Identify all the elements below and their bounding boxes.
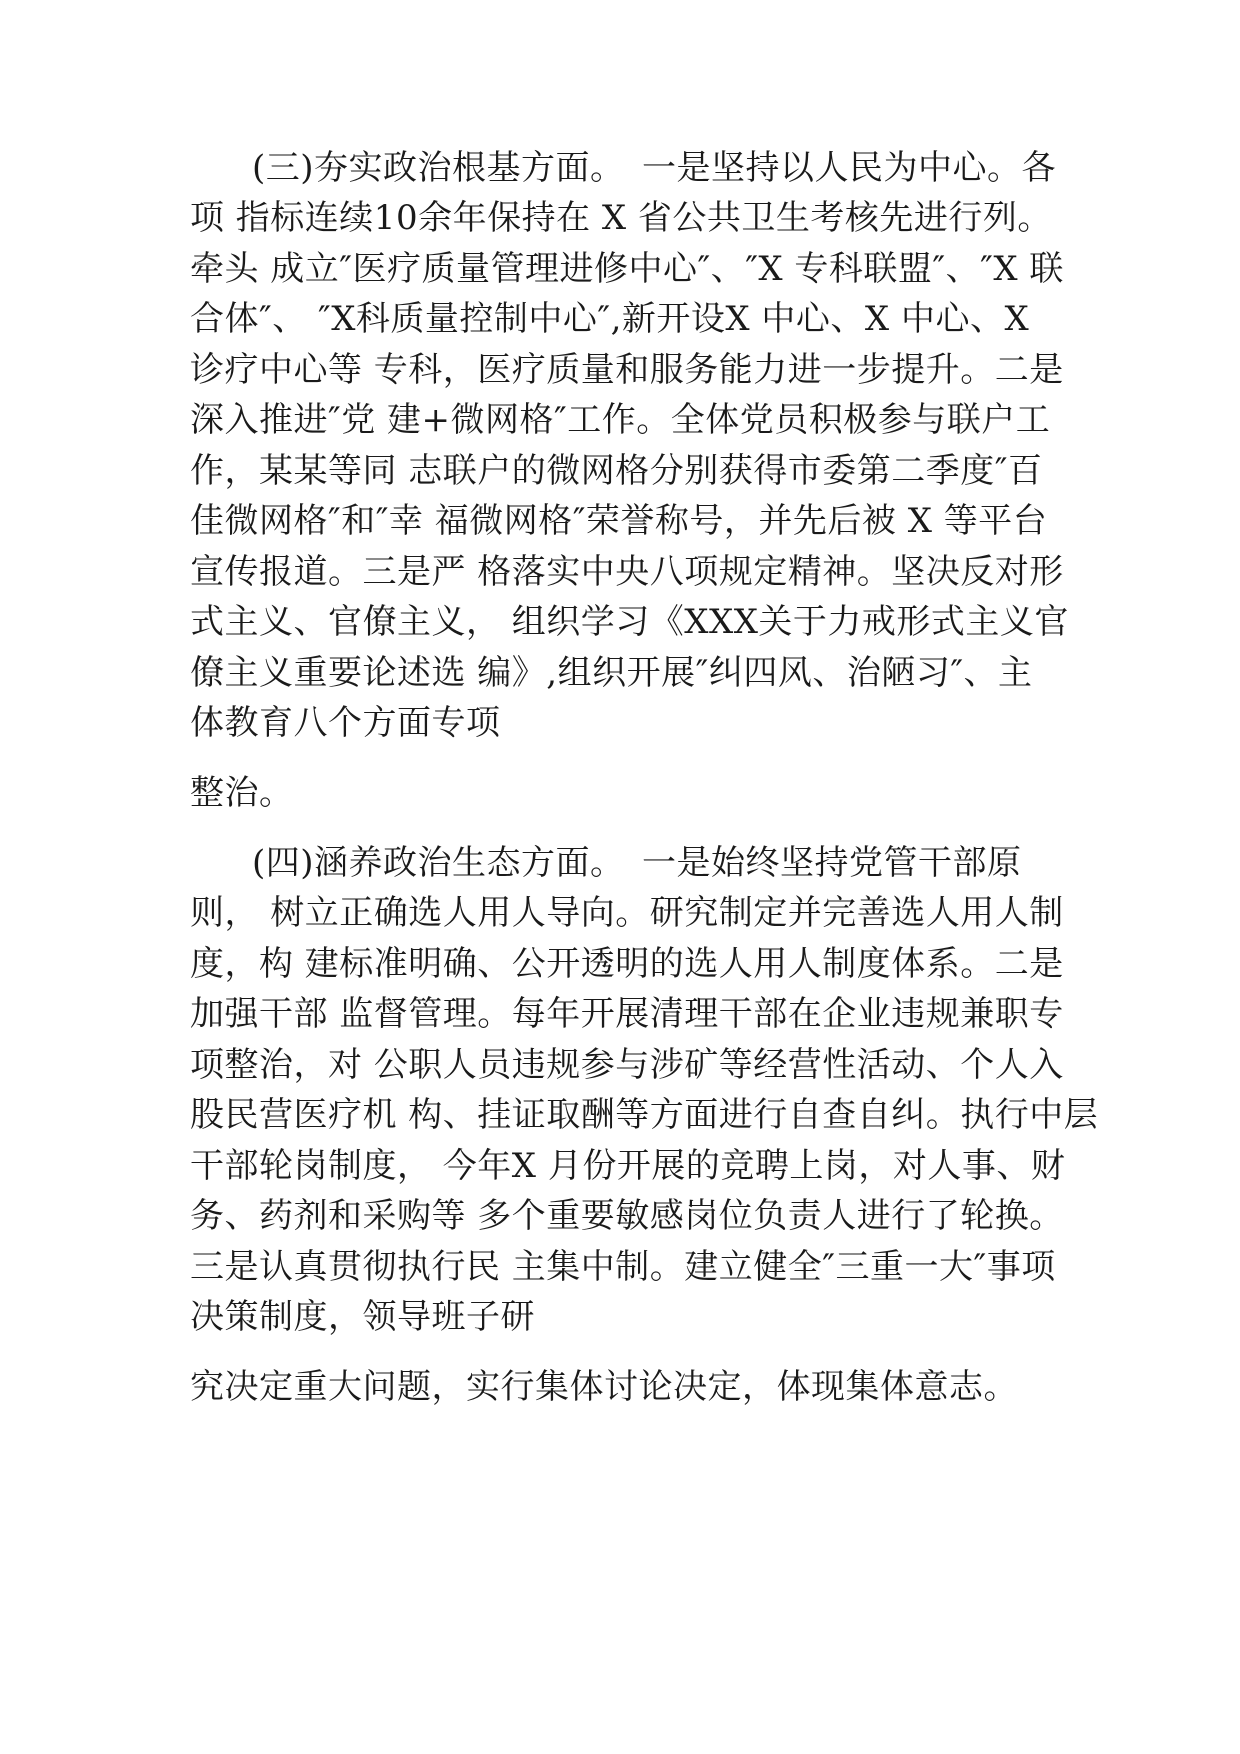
paragraph-line: 式主义、官僚主义， 组织学习《XXX关于力戒形式主义官	[190, 602, 1069, 642]
paragraph-line: 股民营医疗机 构、挂证取酬等方面进行自查自纠。执行中层	[190, 1095, 1099, 1135]
paragraph-line: 则， 树立正确选人用人导向。研究制定并完善选人用人制	[190, 893, 1064, 933]
paragraph-tail: 整治。	[190, 773, 294, 813]
paragraph-line: 作，某某等同 志联户的微网格分别获得市委第二季度″百	[190, 451, 1043, 491]
paragraph-line: 度，构 建标准明确、公开透明的选人用人制度体系。二是	[190, 944, 1064, 984]
paragraph-line: 佳微网格″和″幸 福微网格″荣誉称号，并先后被 X 等平台	[190, 501, 1048, 541]
paragraph-line: 干部轮岗制度， 今年X 月份开展的竞聘上岗，对人事、财	[190, 1146, 1066, 1186]
paragraph-line: 体教育八个方面专项	[190, 703, 501, 743]
paragraph-line: 深入推进″党 建+微网格″工作。全体党员积极参与联户工	[190, 400, 1051, 440]
paragraph-line: 牵头 成立″医疗质量管理进修中心″、″X 专科联盟″、″X 联	[190, 249, 1064, 289]
paragraph-line: 僚主义重要论述选 编》,组织开展″纠四风、治陋习″、主	[190, 653, 1033, 693]
paragraph-line: 合体″、 ″X科质量控制中心″,新开设X 中心、X 中心、X	[190, 299, 1030, 339]
paragraph-line: 诊疗中心等 专科，医疗质量和服务能力进一步提升。二是	[190, 350, 1064, 390]
paragraph-line: 项整治，对 公职人员违规参与涉矿等经营性活动、个人入	[190, 1045, 1064, 1085]
paragraph-line: 宣传报道。三是严 格落实中央八项规定精神。坚决反对形	[190, 552, 1064, 592]
paragraph-line: 决策制度，领导班子研	[190, 1297, 535, 1337]
paragraph-tail: 究决定重大问题，实行集体讨论决定，体现集体意志。	[190, 1367, 1018, 1407]
paragraph-line: 加强干部 监督管理。每年开展清理干部在企业违规兼职专	[190, 994, 1064, 1034]
paragraph-line: 务、药剂和采购等 多个重要敏感岗位负责人进行了轮换。	[190, 1196, 1064, 1236]
paragraph-line: 三是认真贯彻执行民 主集中制。建立健全″三重一大″事项	[190, 1247, 1056, 1287]
paragraph-line: (三)夯实政治根基方面。 一是坚持以人民为中心。各	[252, 148, 1057, 188]
paragraph-line: 项 指标连续10余年保持在 X 省公共卫生考核先进行列。	[190, 198, 1052, 238]
paragraph-line: (四)涵养政治生态方面。 一是始终坚持党管干部原	[252, 843, 1022, 883]
